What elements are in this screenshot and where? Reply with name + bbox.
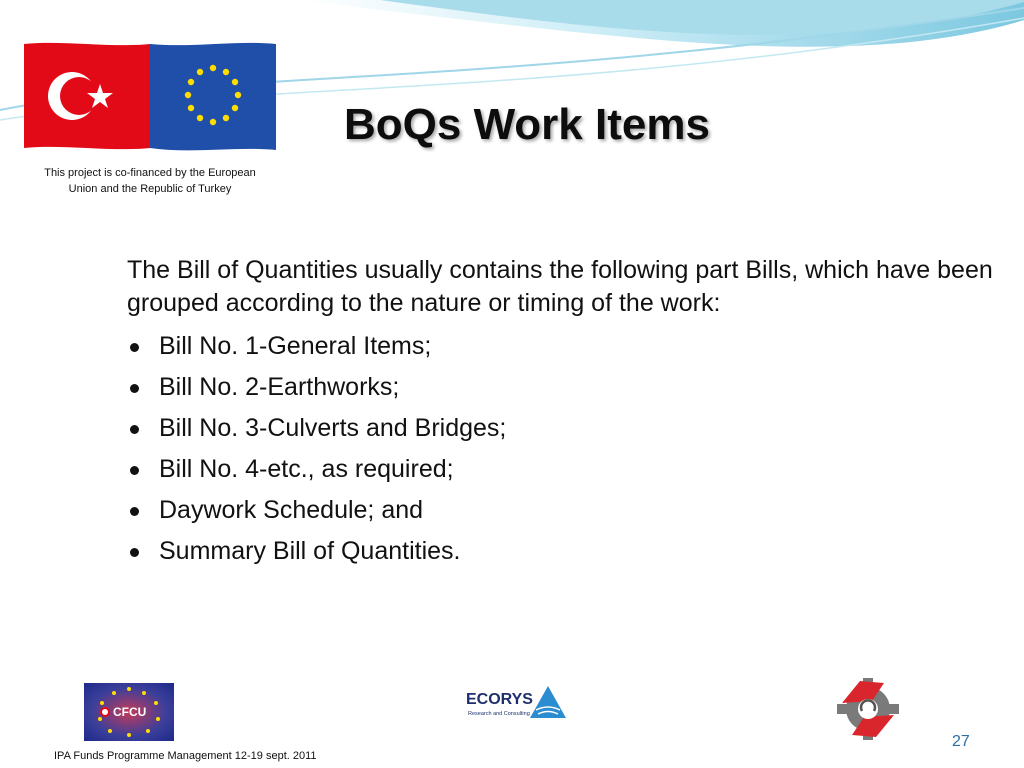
ecorys-logo-subtitle: Research and Consulting xyxy=(468,711,530,717)
bullet-item xyxy=(127,367,997,408)
bullet-text: Summary Bill of Quantities. xyxy=(159,537,461,565)
slide-body xyxy=(127,254,997,572)
bullet-dot-icon xyxy=(130,507,139,516)
turkey-flag xyxy=(24,43,150,149)
bullet-item xyxy=(127,408,997,449)
cofinance-caption xyxy=(0,165,300,197)
bullet-text: Bill No. 4-etc., as required; xyxy=(159,455,454,483)
cfcu-logo-text: CFCU xyxy=(113,705,147,719)
caption-line-2: Union and the Republic of Turkey xyxy=(68,183,232,195)
intro-paragraph: The Bill of Quantities usually contains the following part Bills, which have been grouped according to the nature or timing of the work: xyxy=(127,256,993,317)
bullet-text: Daywork Schedule; and xyxy=(159,496,424,524)
bullet-list xyxy=(127,326,997,572)
bullet-text: Bill No. 3-Culverts and Bridges; xyxy=(159,414,507,442)
gear-logo-icon xyxy=(824,676,912,742)
bullet-dot-icon xyxy=(130,384,139,393)
bullet-text: Bill No. 1-General Items; xyxy=(159,332,432,360)
cfcu-logo xyxy=(84,683,174,741)
footer-text: IPA Funds Programme Management 12-19 sept. 2011 xyxy=(54,750,317,762)
ecorys-logo-text: ECORYS xyxy=(466,691,533,708)
bullet-dot-icon xyxy=(130,548,139,557)
bullet-item xyxy=(127,449,997,490)
bullet-item xyxy=(127,490,997,531)
ecorys-logo xyxy=(464,684,568,728)
page-number: 27 xyxy=(952,733,970,750)
bullet-item xyxy=(127,326,997,367)
bullet-dot-icon xyxy=(130,343,139,352)
flags-logo xyxy=(22,40,278,160)
bullet-item xyxy=(127,531,997,572)
eu-flag xyxy=(150,43,276,150)
bullet-dot-icon xyxy=(130,425,139,434)
bullet-dot-icon xyxy=(130,466,139,475)
slide-title: BoQs Work Items xyxy=(344,100,710,149)
bullet-text: Bill No. 2-Earthworks; xyxy=(159,373,400,401)
caption-line-1: This project is co-financed by the European xyxy=(44,167,256,179)
